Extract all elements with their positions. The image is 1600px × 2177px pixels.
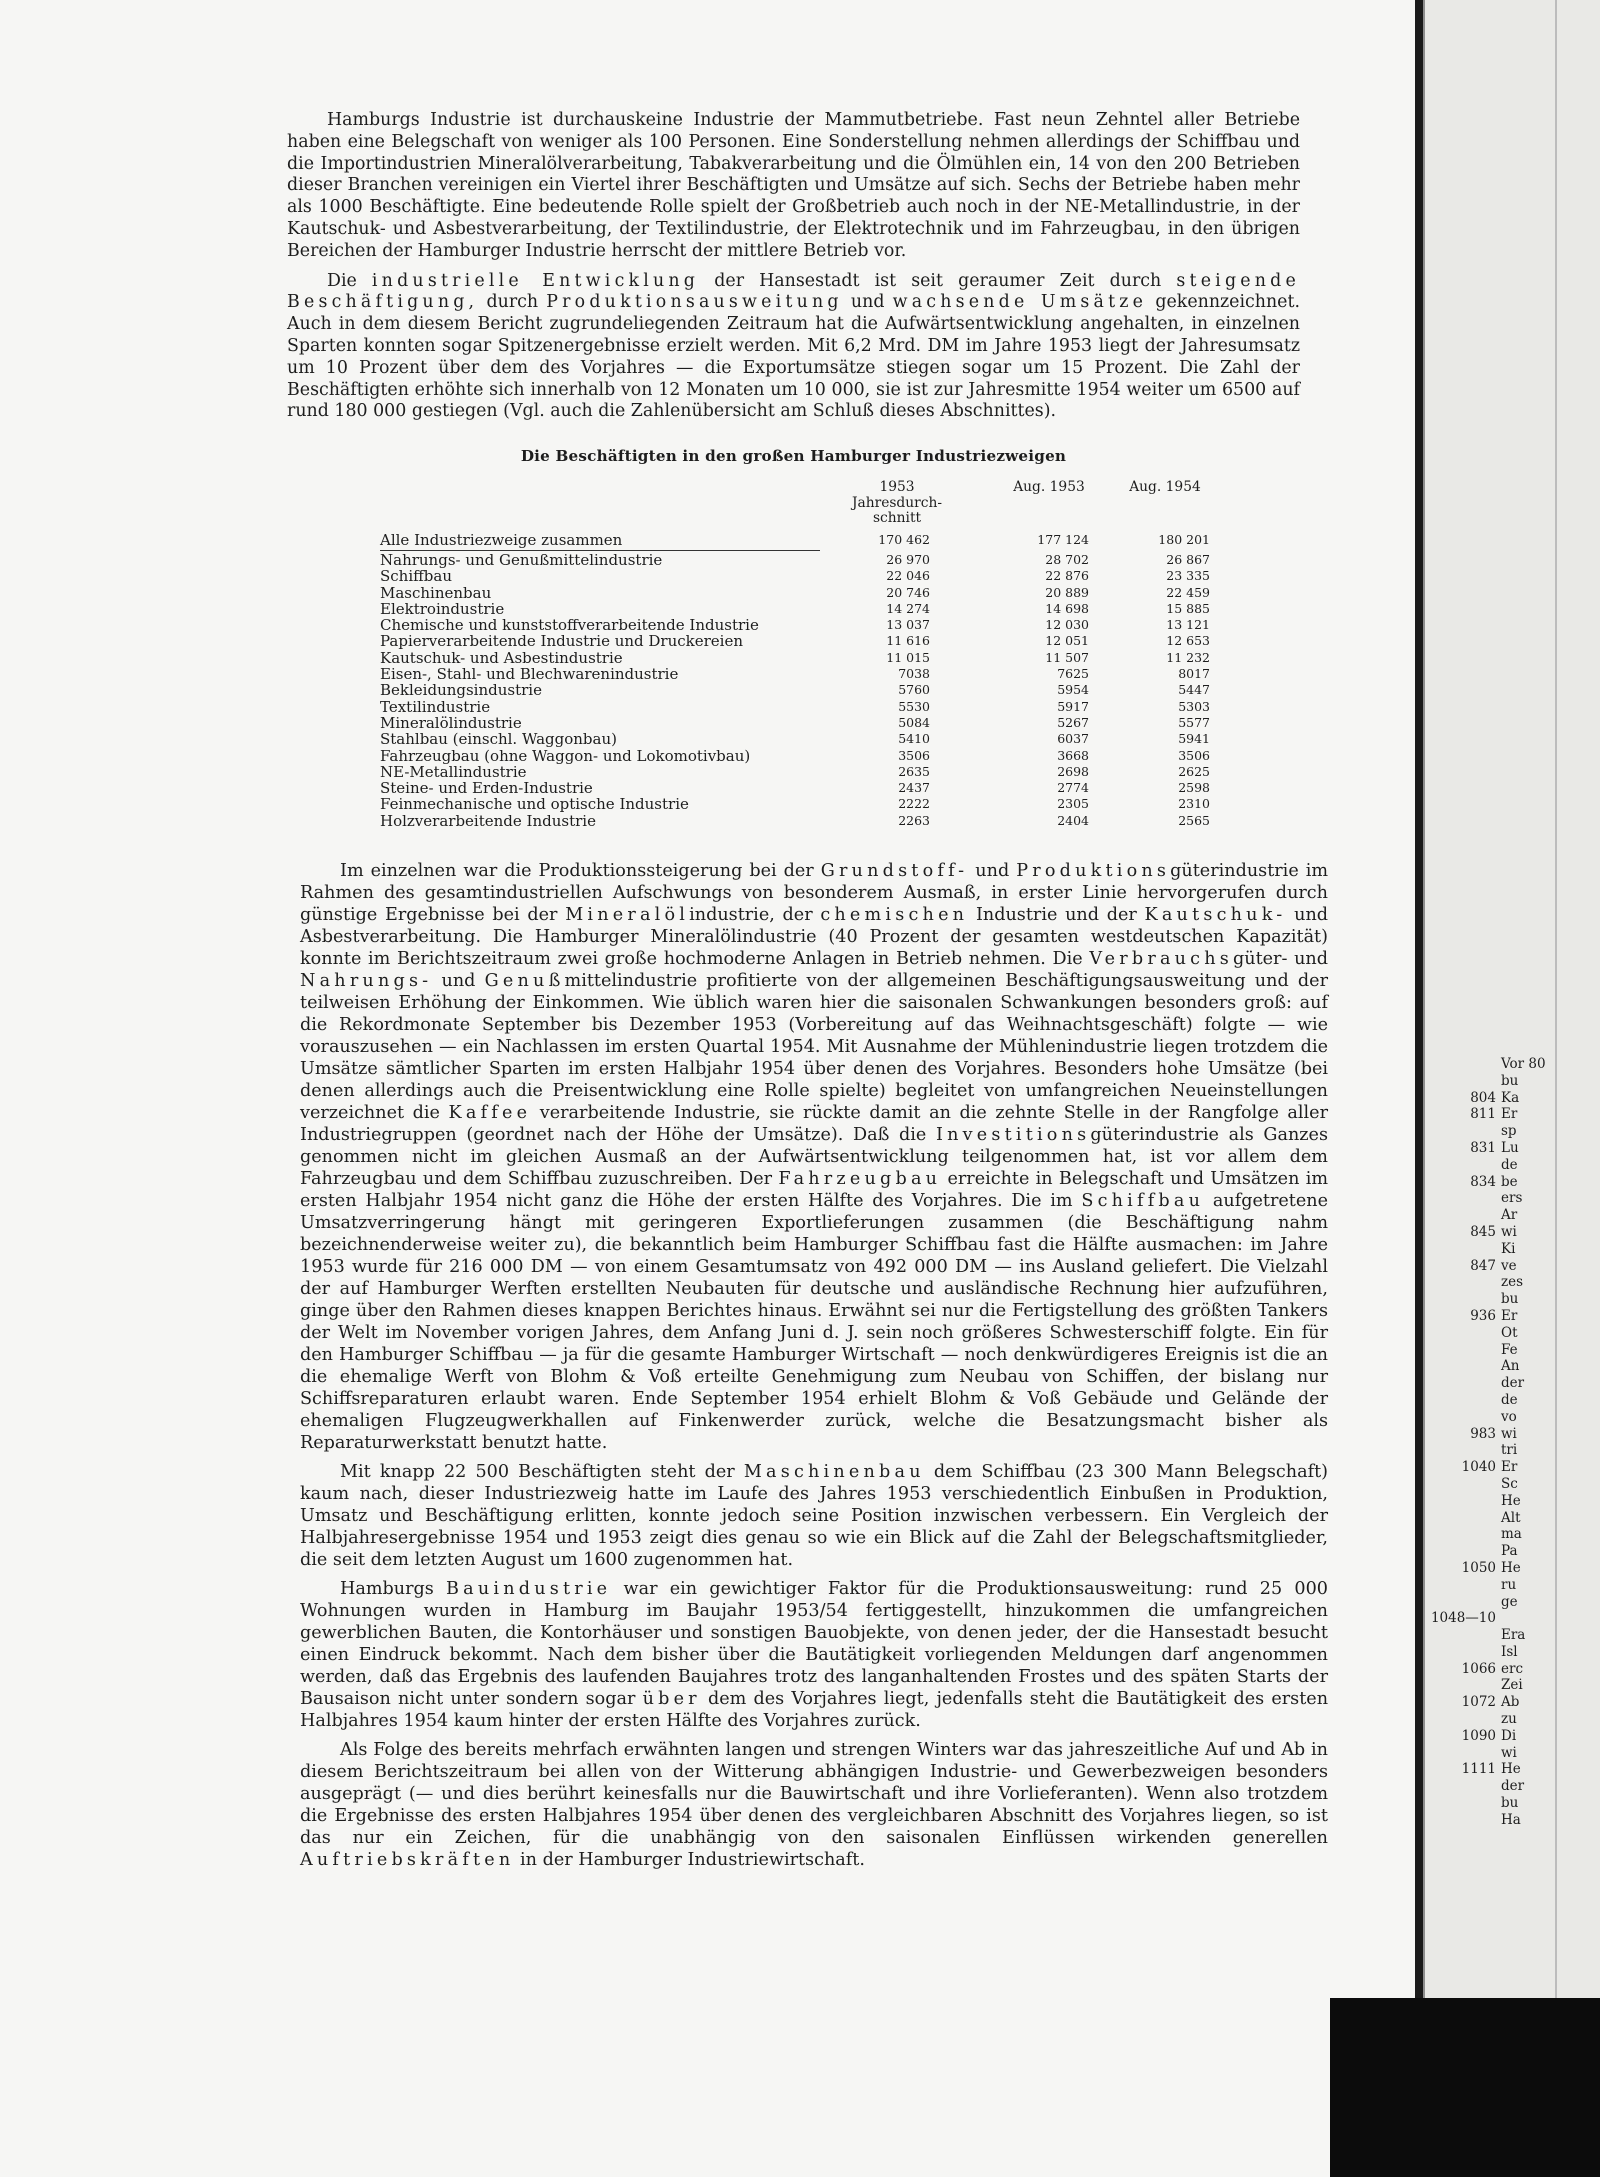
row-label: Bekleidungsindustrie	[380, 681, 542, 700]
margin-note-text: He	[1501, 1761, 1521, 1778]
row-value: 5577	[1178, 714, 1210, 730]
margin-note-text: Er	[1501, 1459, 1518, 1476]
page-gutter	[1415, 0, 1423, 2177]
row-value: 2222	[898, 796, 930, 812]
row-value: 12 653	[1166, 633, 1210, 649]
row-value: 13 037	[886, 617, 930, 633]
body-paragraph-1	[300, 860, 1328, 1454]
table-total-row	[380, 532, 1220, 549]
text-run: Mit knapp 22 500 Beschäftigten steht der	[340, 1462, 735, 1482]
margin-note	[1423, 1594, 1600, 1611]
margin-note-number: 1090	[1461, 1727, 1496, 1744]
scan-shadow	[1330, 1998, 1600, 2177]
margin-note-text: vo	[1501, 1408, 1517, 1425]
row-label: Stahlbau (einschl. Waggonbau)	[380, 730, 617, 749]
spaced-emphasis: Investitions	[935, 1125, 1091, 1145]
row-value: 22 459	[1166, 584, 1210, 600]
row-label: Feinmechanische und optische Industrie	[380, 795, 689, 814]
row-value: 11 232	[1166, 649, 1210, 665]
margin-note-text: Sc	[1501, 1475, 1518, 1492]
margin-note	[1423, 1543, 1600, 1560]
row-value: 2698	[1057, 763, 1089, 779]
row-value: 3506	[898, 747, 930, 763]
intro-paragraph-1: Hamburgs Industrie ist durchauskeine Industrie der Mammutbetriebe. Fast neun Zehntel aller Betriebe haben eine Belegschaft von weniger als 100 Personen. Eine Sonderstellung nehmen allerdings der Schiffbau und die Importindustrien Mineralölverarbeitung, Tabakverarbeitung und die Ölmühlen ein, 14 von den 200 Betrieben dieser Branchen vereinigen ein Viertel ihrer Beschäftigten und Umsätze auf sich. Sechs der Betriebe haben mehr als 1000 Beschäftigte. Eine bedeutende Rolle spielt der Großbetrieb auch noch in der NE-Metallindustrie, in der Kautschuk- und Asbestverarbeitung, der Textilindustrie, der Elektrotechnik und im Fahrzeugbau, in den übrigen Bereichen der Hamburger Industrie herrscht der mittlere Betrieb vor.	[287, 110, 1300, 261]
spaced-emphasis: Produktions	[1016, 861, 1171, 881]
spaced-emphasis: Grundstoff-	[820, 861, 969, 881]
text-run: industrie, der	[689, 905, 813, 925]
margin-note	[1423, 1459, 1600, 1476]
margin-note-text: He	[1501, 1492, 1521, 1509]
column-header-aug-1953: Aug. 1953	[1013, 479, 1085, 495]
row-value: 2437	[898, 780, 930, 796]
margin-note-text: ma	[1501, 1526, 1522, 1543]
text-run: in der Hamburger Industriewirtschaft.	[520, 1850, 865, 1870]
margin-note-text: Ha	[1501, 1811, 1521, 1828]
margin-note	[1423, 1476, 1600, 1493]
row-label: Papierverarbeitende Industrie und Druckereien	[380, 632, 744, 651]
margin-note-text: He	[1501, 1559, 1521, 1576]
row-value: 15 885	[1166, 600, 1210, 616]
row-value: 2774	[1057, 780, 1089, 796]
margin-note	[1423, 1291, 1600, 1308]
margin-note	[1423, 1056, 1600, 1073]
row-label: Eisen-, Stahl- und Blechwarenindustrie	[380, 665, 679, 684]
text-run: Hamburgs	[340, 1579, 434, 1599]
margin-note	[1423, 1190, 1600, 1207]
table-row	[380, 715, 1220, 731]
text-run: erreichte in Belegschaft und Umsätzen im ersten Halbjahr 1954 nicht ganz die Höhe der ersten Hälfte des Vorjahres. Die im	[300, 1169, 1329, 1211]
text-run: dem des Vorjahres liegt, jedenfalls steht die Bautätigkeit des ersten Halbjahres 1954 kaum hinter der ersten Hälfte des Vorjahres zurück.	[300, 1689, 1329, 1731]
text-run: güterindustrie als Ganzes genommen nicht im gleichen Ausmaß an der Aufwärtsentwicklung teilgenommen hat, ist vor allem dem Fahrzeugbau und dem Schiffbau zuzuschreiben. Der	[300, 1125, 1328, 1189]
total-value: 180 201	[1158, 532, 1210, 547]
row-value: 6037	[1057, 731, 1089, 747]
margin-note-number: 1111	[1461, 1761, 1496, 1778]
text-run: Industrie und der	[975, 905, 1137, 925]
row-value: 20 746	[886, 584, 930, 600]
row-value: 7038	[898, 666, 930, 682]
margin-note-text: Alt	[1501, 1509, 1521, 1526]
margin-note	[1423, 1375, 1600, 1392]
row-value: 11 507	[1045, 649, 1089, 665]
column-header-aug-1954: Aug. 1954	[1129, 479, 1201, 495]
margin-note	[1423, 1140, 1600, 1157]
margin-note-number: 845	[1470, 1223, 1496, 1240]
row-value: 5447	[1178, 682, 1210, 698]
margin-note	[1423, 1627, 1600, 1644]
margin-note	[1423, 1409, 1600, 1426]
spaced-emphasis: Kaffee	[448, 1103, 532, 1123]
row-value: 5267	[1057, 714, 1089, 730]
margin-note	[1423, 1493, 1600, 1510]
row-value: 2305	[1057, 796, 1089, 812]
row-label: Chemische und kunststoffverarbeitende Industrie	[380, 616, 759, 635]
table-row	[380, 650, 1220, 666]
spaced-emphasis: Maschinenbau	[743, 1462, 925, 1482]
margin-note-text: wi	[1501, 1425, 1517, 1442]
text-run: und	[441, 971, 476, 991]
text-run: und	[850, 292, 885, 313]
text-run: und Asbestverarbeitung. Die Hamburger Mineralölindustrie (40 Prozent der gesamten westdeutschen Kapazität) konnte im Berichtszeitraum zwei große hochmoderne Anlagen in Betrieb nehmen. Die	[300, 905, 1329, 969]
table-row	[380, 666, 1220, 682]
body-section	[300, 860, 1328, 1871]
margin-note	[1423, 1241, 1600, 1258]
row-value: 5941	[1178, 731, 1210, 747]
row-label: Kautschuk- und Asbestindustrie	[380, 648, 623, 667]
table-row	[380, 796, 1220, 812]
margin-note	[1423, 1694, 1600, 1711]
row-value: 14 698	[1045, 600, 1089, 616]
margin-note-text: erc	[1501, 1660, 1524, 1677]
table-body	[380, 552, 1220, 829]
text-run: gekennzeichnet. Auch in dem diesem Bericht zugrundeliegenden Zeitraum hat die Aufwärtsentwicklung angehalten, in einzelnen Sparten konnten sogar Spitzenergebnisse erzielt werden. Mit 6,2 Mrd. DM im Jahre 1953 liegt der Jahresumsatz um 10 Prozent über dem des Vorjahres — die Exportumsätze stiegen sogar um 15 Prozent. Die Zahl der Beschäftigten erhöhte sich innerhalb von 12 Monaten um 10 000, sie ist zur Jahresmitte 1954 weiter um 6500 auf rund 180 000 gestiegen (Vgl. auch die Zahlenübersicht am Schluß dieses Abschnittes).	[287, 292, 1300, 422]
table-row	[380, 748, 1220, 764]
table-row	[380, 552, 1220, 568]
margin-note-text: Ar	[1501, 1207, 1518, 1224]
adjacent-page-notes	[1423, 1056, 1600, 1829]
table-row	[380, 731, 1220, 747]
text-run: durch	[486, 292, 539, 313]
margin-note	[1423, 1308, 1600, 1325]
row-value: 28 702	[1045, 552, 1089, 567]
margin-note-text: de	[1501, 1391, 1518, 1408]
text-run: mittelindustrie profitierte von der allgemeinen Beschäftigungsausweitung und der teilweisen Erhöhung der Einkommen. Wie üblich waren hier die saisonalen Schwankungen besonders groß: auf die Rekordmonate September bis Dezember 1953 (Vorbereitung auf das Weihnachtsgeschäft) folgte — wie vorauszusehen — ein Nachlassen im ersten Quartal 1954. Mit Ausnahme der Mühlenindustrie liegen trotzdem die Umsätze sämtlicher Sparten im ersten Halbjahr 1954 über denen des Vorjahres. Besonders hohe Umsätze (bei denen allerdings auch die Preisentwicklung eine Rolle spielte) begleitet von umfangreichen Neueinstellungen verzeichnet die	[300, 971, 1328, 1123]
margin-note	[1423, 1728, 1600, 1745]
margin-note-text: wi	[1501, 1744, 1517, 1761]
margin-note-text: Fe	[1501, 1341, 1518, 1358]
margin-note-text: Ab	[1501, 1694, 1520, 1711]
margin-note-text: Er	[1501, 1106, 1518, 1123]
spaced-emphasis: industrielle Entwicklung	[371, 270, 700, 291]
row-label: Elektroindustrie	[380, 599, 505, 618]
margin-note-number: 1066	[1461, 1660, 1496, 1677]
row-value: 2263	[898, 812, 930, 828]
row-value: 2404	[1057, 812, 1089, 828]
text-run: und	[975, 861, 1010, 881]
margin-note-number: 831	[1470, 1139, 1496, 1156]
margin-note-text: Ot	[1501, 1324, 1518, 1341]
margin-note-text: Era	[1501, 1627, 1526, 1644]
margin-note	[1423, 1342, 1600, 1359]
margin-note	[1423, 1274, 1600, 1291]
spaced-emphasis: Auftriebskräften	[300, 1850, 515, 1870]
table-row	[380, 585, 1220, 601]
text-run: der Hansestadt ist seit geraumer Zeit durch	[714, 270, 1162, 291]
table-row	[380, 764, 1220, 780]
spaced-emphasis: Verbrauchs	[1089, 949, 1233, 969]
margin-note-text: Ki	[1501, 1240, 1516, 1257]
margin-note-text: bu	[1501, 1291, 1519, 1308]
margin-note-number: 1072	[1461, 1694, 1496, 1711]
margin-note-text: Ka	[1501, 1089, 1520, 1106]
margin-note-text: zu	[1501, 1711, 1517, 1728]
spaced-emphasis: Mineralöl	[565, 905, 690, 925]
row-value: 2310	[1178, 796, 1210, 812]
margin-note	[1423, 1106, 1600, 1123]
table-row	[380, 617, 1220, 633]
margin-note	[1423, 1761, 1600, 1778]
margin-note	[1423, 1073, 1600, 1090]
margin-note	[1423, 1224, 1600, 1241]
table-header	[380, 480, 1220, 532]
row-value: 7625	[1057, 666, 1089, 682]
row-value: 12 030	[1045, 617, 1089, 633]
margin-note-text: Vor 80	[1501, 1056, 1546, 1072]
margin-note	[1423, 1661, 1600, 1678]
row-value: 5084	[898, 714, 930, 730]
margin-note	[1423, 1258, 1600, 1275]
text-run: verarbeitende Industrie, sie rückte damit an die zehnte Stelle in der Rangfolge aller Industriegruppen (geordnet nach der Höhe der Umsätze). Daß die	[300, 1103, 1328, 1145]
margin-note	[1423, 1325, 1600, 1342]
row-label: NE-Metallindustrie	[380, 762, 527, 781]
margin-note-text: ru	[1501, 1576, 1517, 1593]
spaced-emphasis: Genuß	[484, 971, 565, 991]
row-label: Steine- und Erden-Industrie	[380, 779, 593, 798]
margin-note-text: sp	[1501, 1123, 1517, 1140]
margin-note-text: Pa	[1501, 1543, 1518, 1560]
table-title: Die Beschäftigten in den großen Hamburger Industriezweigen	[520, 447, 1067, 465]
total-label: Alle Industriezweige zusammen	[380, 531, 623, 549]
body-paragraph-3	[300, 1578, 1328, 1732]
margin-note-text: An	[1501, 1358, 1520, 1375]
margin-note-text: tri	[1501, 1442, 1518, 1459]
margin-note-text: wi	[1501, 1223, 1517, 1240]
margin-note	[1423, 1442, 1600, 1459]
margin-note	[1423, 1610, 1600, 1627]
margin-note-number: 804	[1470, 1089, 1496, 1106]
margin-note-text: be	[1501, 1173, 1518, 1190]
margin-note-text: de	[1501, 1156, 1518, 1173]
row-value: 5917	[1057, 698, 1089, 714]
row-value: 5530	[898, 698, 930, 714]
margin-note	[1423, 1795, 1600, 1812]
margin-note-text: Di	[1501, 1727, 1517, 1744]
margin-note-text: Isl	[1501, 1643, 1518, 1660]
row-value: 2598	[1178, 780, 1210, 796]
margin-note	[1423, 1358, 1600, 1375]
margin-note	[1423, 1157, 1600, 1174]
total-value: 170 462	[878, 532, 930, 547]
spaced-emphasis: Kautschuk-	[1144, 905, 1287, 925]
margin-note-text: Lu	[1501, 1139, 1519, 1156]
spaced-emphasis: steigende Beschäftigung,	[287, 270, 1300, 313]
row-value: 5954	[1057, 682, 1089, 698]
row-value: 2625	[1178, 763, 1210, 779]
text-run: war ein gewichtiger Faktor für die Produktionsausweitung: rund 25 000 Wohnungen wurden in Hamburg im Baujahr 1953/54 fertiggestellt, hinzukommen die umfangreichen gewerblichen Bauten, die Kontorhäuser und sonstigen Bauobjekte, von denen jeder, der die Hansestadt besucht einen Eindruck bekommt. Nach dem bisher über die Bautätigkeit vorliegenden Meldungen darf angenommen werden, daß das Ergebnis des laufenden Baujahres trotz des langanhaltenden Frostes und des späten Starts der Bausaison nicht unter sondern sogar	[300, 1579, 1328, 1709]
margin-note-text: ers	[1501, 1190, 1523, 1207]
row-label: Textilindustrie	[380, 697, 491, 716]
text-run: dem Schiffbau (23 300 Mann Belegschaft) kaum nach, dieser Industriezweig hatte im Laufe des Jahres 1953 verschiedentlich Einbußen in Produktion, Umsatz und Beschäftigung erlitten, konnte jedoch seine Position inzwischen verbessern. Ein Vergleich der Halbjahresergebnisse 1954 und 1953 zeigt dies genau so wie ein Blick auf die Zahl der Belegschaftsmitglieder, die seit dem letzten August um 1600 zugenommen hat.	[300, 1462, 1329, 1570]
margin-note-text: bu	[1501, 1795, 1519, 1812]
intro-paragraph-2	[287, 271, 1300, 424]
column-header-1953-average: 1953 Jahresdurch- schnitt	[851, 479, 943, 526]
spaced-emphasis: chemischen	[820, 905, 969, 925]
margin-note-text: Zei	[1501, 1677, 1523, 1694]
margin-note-number: 983	[1470, 1425, 1496, 1442]
table-row	[380, 699, 1220, 715]
spaced-emphasis: Fahrzeugbau	[778, 1169, 942, 1189]
margin-note	[1423, 1745, 1600, 1762]
row-value: 26 970	[886, 552, 930, 567]
margin-note	[1423, 1207, 1600, 1224]
margin-note	[1423, 1560, 1600, 1577]
margin-note-text: ve	[1501, 1257, 1517, 1274]
body-paragraph-2	[300, 1461, 1328, 1571]
margin-note-text: der	[1501, 1375, 1525, 1392]
row-value: 2565	[1178, 812, 1210, 828]
row-label: Fahrzeugbau (ohne Waggon- und Lokomotivbau)	[380, 746, 751, 765]
spaced-emphasis: Schiffbau	[1081, 1191, 1205, 1211]
margin-note	[1423, 1123, 1600, 1140]
spaced-emphasis: Nahrungs-	[300, 971, 433, 991]
table-row	[380, 633, 1220, 649]
row-value: 23 335	[1166, 568, 1210, 584]
total-value: 177 124	[1037, 532, 1089, 547]
margin-note-text: zes	[1501, 1274, 1524, 1291]
margin-note	[1423, 1711, 1600, 1728]
margin-note-text: der	[1501, 1778, 1525, 1795]
table-row	[380, 813, 1220, 829]
margin-note	[1423, 1392, 1600, 1409]
spaced-emphasis: wachsende Umsätze	[892, 292, 1148, 313]
margin-note	[1423, 1426, 1600, 1443]
text-run: aufgetretene Umsatzverringerung hängt mit geringeren Exportlieferungen zusammen (die Beschäftigung nahm bezeichnenderweise weiter zu), die bekanntlich beim Hamburger Schiffbau fast die Hälfte ausmachen: im Jahre 1953 wurde für 216 000 DM — von einem Gesamtumsatz von 492 000 DM — ins Ausland geliefert. Die Vielzahl der auf Hamburger Werften erstellten Neubauten für deutsche und ausländische Rechnung hier aufzuführen, ginge über den Rahmen dieses knappen Berichtes hinaus. Erwähnt sei nur die Fertigstellung des größten Tankers der Welt im November vorigen Jahres, dem Anfang Juni d. J. sein noch größeres Schwesterschiff folgte. Ein für den Hamburger Schiffbau — ja für die gesamte Hamburger Wirtschaft — noch denkwürdigeres Ereignis ist die an die ehemalige Werft von Blohm & Voß erteilte Genehmigung zum Neubau von Schiffen, der bislang nur Schiffsreparaturen erlaubt waren. Ende September 1954 erhielt Blohm & Voß Gebäude und Gelände der ehemaligen Flugzeugwerkhallen auf Finkenwerder zurück, welche die Besatzungsmacht bisher als Reparaturwerkstatt benutzt hatte.	[300, 1191, 1329, 1453]
margin-note	[1423, 1526, 1600, 1543]
margin-note-text: bu	[1501, 1072, 1519, 1089]
row-value: 5410	[898, 731, 930, 747]
row-value: 3506	[1178, 747, 1210, 763]
table-row	[380, 568, 1220, 584]
margin-note-number: 811	[1470, 1106, 1496, 1123]
row-label: Schiffbau	[380, 567, 452, 586]
row-label: Nahrungs- und Genußmittelindustrie	[380, 551, 663, 569]
row-value: 26 867	[1166, 552, 1210, 567]
row-value: 3668	[1057, 747, 1089, 763]
row-label: Holzverarbeitende Industrie	[380, 811, 596, 830]
margin-note-text: Er	[1501, 1307, 1518, 1324]
margin-note	[1423, 1677, 1600, 1694]
row-label: Maschinenbau	[380, 583, 492, 602]
margin-note	[1423, 1174, 1600, 1191]
margin-note-number: 847	[1470, 1257, 1496, 1274]
table-row	[380, 601, 1220, 617]
row-value: 2635	[898, 763, 930, 779]
margin-note-number: 1040	[1461, 1459, 1496, 1476]
row-value: 22 046	[886, 568, 930, 584]
text-run: Als Folge des bereits mehrfach erwähnten langen und strengen Winters war das jahreszeitliche Auf und Ab in diesem Berichtszeitraum bei allen von der Witterung abhängigen Industrie- und Gewerbezweigen besonders ausgeprägt (— und dies berührt keinesfalls nur die Bauwirtschaft und ihre Vorlieferanten). Wenn also trotzdem die Ergebnisse des ersten Halbjahres 1954 über denen des vergleichbaren Abschnitt des Vorjahres liegen, so ist das nur ein Zeichen, für die unabhängig von den saisonalen Einflüssen wirkenden generellen	[300, 1740, 1328, 1848]
spaced-emphasis: Bauindustrie	[446, 1579, 612, 1599]
table-row	[380, 682, 1220, 698]
text-run: güter- und	[1232, 949, 1328, 969]
margin-note-number: 834	[1470, 1173, 1496, 1190]
text-run: güterindustrie im Rahmen des gesamtindustriellen Aufschwungs von besonderem Ausmaß, in erster Linie hervorgerufen durch günstige Ergebnisse bei der	[300, 861, 1329, 925]
row-label: Mineralölindustrie	[380, 713, 522, 732]
margin-note-text: ge	[1501, 1593, 1518, 1610]
row-value: 13 121	[1166, 617, 1210, 633]
row-value: 11 015	[886, 649, 930, 665]
row-value: 14 274	[886, 600, 930, 616]
margin-note	[1423, 1644, 1600, 1661]
employment-table	[380, 480, 1220, 829]
row-value: 12 051	[1045, 633, 1089, 649]
row-value: 5303	[1178, 698, 1210, 714]
row-value: 8017	[1178, 666, 1210, 682]
text-run: Die	[327, 270, 357, 291]
margin-note	[1423, 1577, 1600, 1594]
margin-note-number: 1050	[1461, 1559, 1496, 1576]
row-value: 11 616	[886, 633, 930, 649]
margin-note	[1423, 1090, 1600, 1107]
row-value: 5760	[898, 682, 930, 698]
intro-section	[287, 110, 1300, 423]
margin-note-number: 1048—10	[1430, 1610, 1496, 1627]
margin-note-number: 936	[1470, 1307, 1496, 1324]
text-run: Im einzelnen war die Produktionssteigerung bei der	[340, 861, 814, 881]
spaced-emphasis: Produktionsausweitung	[546, 292, 843, 313]
margin-note	[1423, 1812, 1600, 1829]
row-value: 20 889	[1045, 584, 1089, 600]
row-value: 22 876	[1045, 568, 1089, 584]
table-row	[380, 780, 1220, 796]
body-paragraph-4	[300, 1739, 1328, 1871]
margin-note	[1423, 1510, 1600, 1527]
margin-note	[1423, 1778, 1600, 1795]
spaced-emphasis: über	[642, 1689, 701, 1709]
